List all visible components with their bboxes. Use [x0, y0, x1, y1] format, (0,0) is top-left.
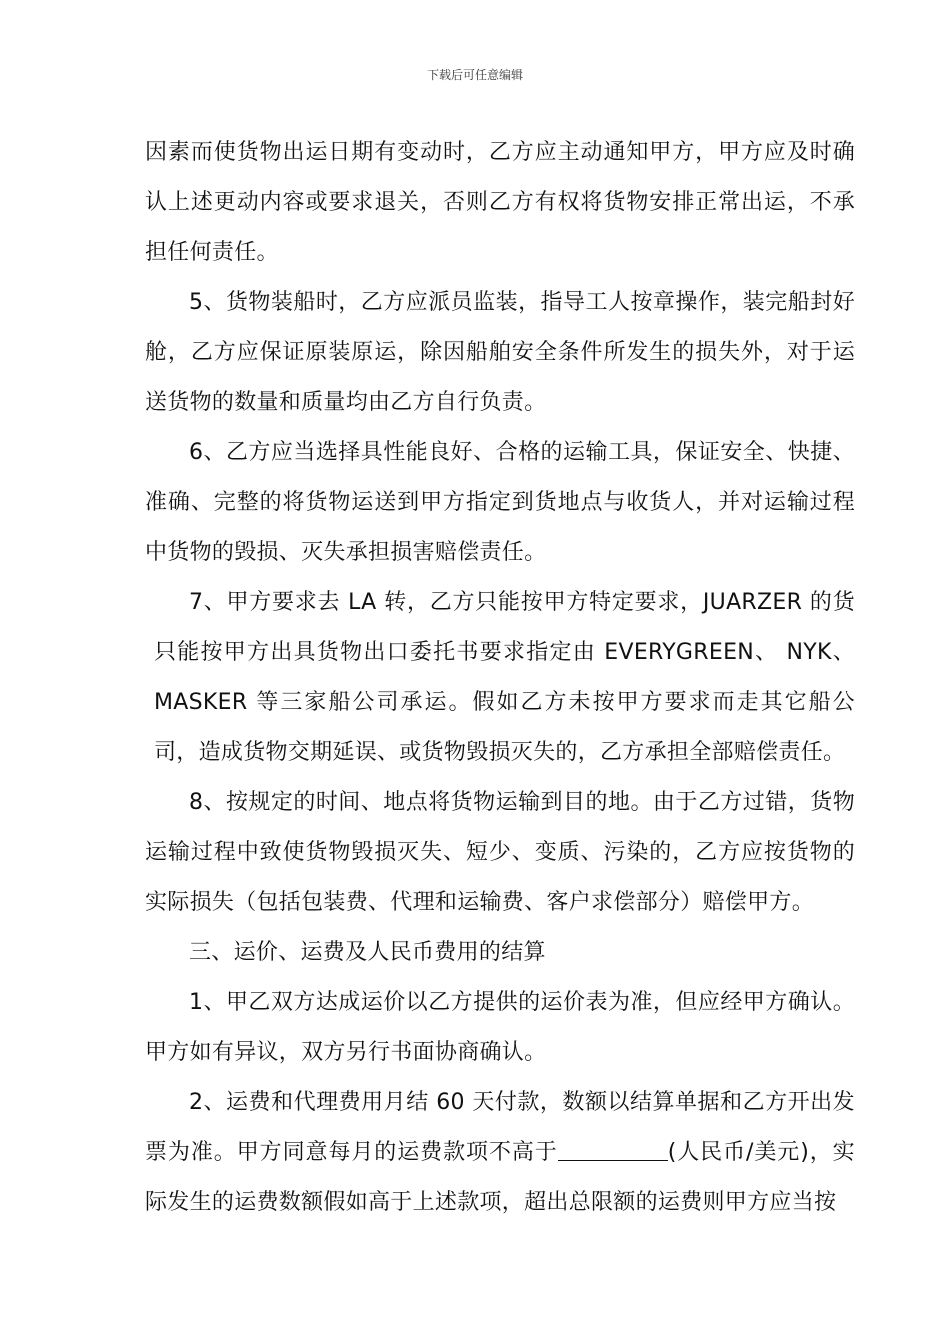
- document-body: [145, 128, 855, 1228]
- clause-7: 7、甲方要求去 LA 转，乙方只能按甲方特定要求，JUARZER 的货只能按甲方出具货物出口委托书要求指定由 EVERYGREEN、 NYK、MASKER 等三家船公司承运。假如乙方未按甲方要求而走其它船公司，造成货物交期延误、或货物毁损灭失的，乙方承担全部赔偿责任。: [154, 590, 855, 765]
- amount-blank-line: [558, 1138, 668, 1161]
- section-3-clause-1: 1、甲乙双方达成运价以乙方提供的运价表为准，但应经甲方确认。甲方如有异议，双方另行书面协商确认。: [145, 990, 855, 1065]
- clause-2-text-before: 2、运费和代理费用月结 60 天付款，数额以结算单据和乙方开出发票为准。甲方同意每月的运费款项不高于: [145, 1090, 855, 1165]
- paragraph-continued: 因素而使货物出运日期有变动时，乙方应主动通知甲方，甲方应及时确认上述更动内容或要求退关，否则乙方有权将货物安排正常出运，不承担任何责任。: [145, 140, 855, 265]
- section-3-clause-2: [145, 1078, 855, 1228]
- clause-8: 8、按规定的时间、地点将货物运输到目的地。由于乙方过错，货物运输过程中致使货物毁损灭失、短少、变质、污染的，乙方应按货物的实际损失（包括包装费、代理和运输费、客户求偿部分）赔偿甲方。: [145, 790, 855, 915]
- clause-5: 5、货物装船时，乙方应派员监装，指导工人按章操作，装完船封好舱，乙方应保证原装原运，除因船舶安全条件所发生的损失外，对于运送货物的数量和质量均由乙方自行负责。: [145, 290, 855, 415]
- clause-2-text-after: (人民币/美元)，实际发生的运费数额假如高于上述款项，超出总限额的运费则甲方应当按: [145, 1140, 855, 1215]
- page-header: 下载后可任意编辑: [426, 68, 523, 82]
- section-3-title: 三、运价、运费及人民币费用的结算: [189, 940, 546, 965]
- clause-6: 6、乙方应当选择具性能良好、合格的运输工具，保证安全、快捷、准确、完整的将货物运送到甲方指定到货地点与收货人，并对运输过程中货物的毁损、灭失承担损害赔偿责任。: [145, 440, 855, 565]
